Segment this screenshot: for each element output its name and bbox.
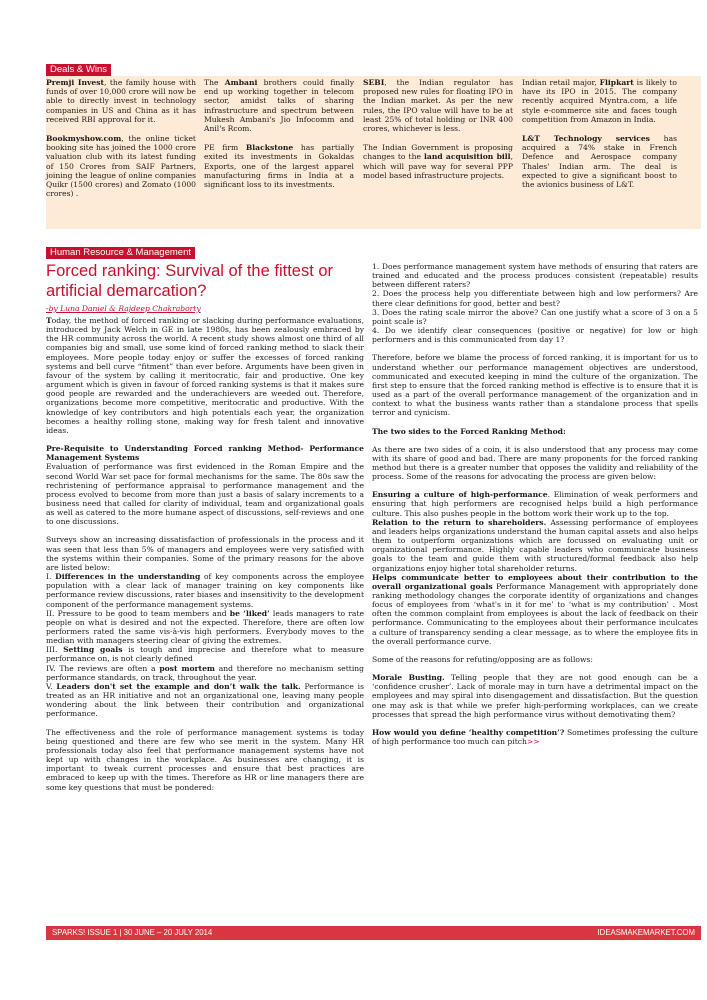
deal-item: SEBI, the Indian regulator has proposed new rules for floating IPO in the Indian market. As per the new rules, the IPO value will have to be at least 25% of total holding or INR 400 crores, whichever is less. (363, 78, 513, 134)
deals-column-3 (363, 78, 513, 190)
deal-item: L&T Technology services has acquired a 74% stake in French Defence and Aerospace company Thales' Indian arm. The deal is expected to give a significant boost to the avionics business of L&T. (522, 134, 677, 190)
section-label-hr: Human Resource & Management (46, 247, 195, 259)
deals-column-2 (204, 78, 354, 199)
footer-issue: SPARKS! ISSUE 1 | 30 JUNE – 20 JULY 2014 (52, 928, 213, 937)
con-item: How would you define ‘healthy competition’? Sometimes professing the culture of high performance too much can pitch>> (372, 727, 698, 747)
reason-item: I. Differences in the understanding of key components across the employee population with a clear lack of manager training on key components like performance review discussions, rater biases and insensitivity to the development component of the performance management systems. (46, 572, 365, 609)
continue-link[interactable]: >> (526, 737, 540, 747)
footer-website-link[interactable]: IDEASMAKEMARKET.COM (597, 928, 695, 937)
deal-item: The Ambani brothers could finally end up working together in telecom sector, amidst talks of sharing infrastructure and spectrum between Mukesh Ambani's Jio Infocomm and Anil's Rcom. (204, 78, 354, 134)
paragraph: Evaluation of performance was first evidenced in the Roman Empire and the second World War set pace for formal mechanisms for the same. The 80s saw the rechristening of performance appraisal to performance management and the process evolved to become from more than just a basis of salary increments to a business need that called for clarity of individual, team and organizational goals as well as catered to the more humane aspect of discussions, self-reviews and one to one discussions. (46, 462, 364, 527)
section-label-deals: Deals & Wins (46, 64, 111, 76)
section-heading-two-sides: The two sides to the Forced Ranking Method: (372, 426, 566, 436)
pro-item: Helps communicate better to employees about their contribution to the overall organizational goals Performance Management with appropriately done ranking methodology changes the corporate identity of organizations and changes focus of employees from ‘what's in it for me’ to ‘what is my contribution’ . Most often the common complaint from employees is about the lack of feedback on their performance. Communicating to the employees about their performance inculcates a culture of transparency sending a clear message, as to where the employee fits in the overall performance curve. (372, 572, 698, 646)
deal-item: Indian retail major, Flipkart is likely to have its IPO in 2015. The company recently acquired Myntra.com, a life style e-commerce site and faces tough competition from Amazon in India. (522, 78, 677, 124)
deal-item: Premji Invest, the family house with funds of over 10,000 crore will now be able to directly invest in technology companies in US and China as it has received RBI approval for it. (46, 78, 196, 124)
article-byline: -by Luna Daniel & Rajdeep Chakraborty (46, 304, 201, 313)
paragraph: As there are two sides of a coin, it is also understood that any process may come with its share of good and bad. There are many proponents for the forced ranking method but there is a greater number that opposes the validity and reliability of the process. Some of the reasons for advocating the process are given below: (372, 444, 698, 482)
pro-item: Relation to the return to shareholders. Assessing performance of employees and leaders helps organizations understand the human capital assets and also helps them to outperform organizations which are focussed on evaluating unit or organizational performance. Highly capable leaders who communicate business goals to the team and guide them with structured/formal feedback also help organizations enjoy higher total shareholder returns. (372, 517, 698, 573)
paragraph: The effectiveness and the role of performance management systems is today being questioned and there are few who see merit in the system. Many HR professionals today also feel that performance management systems have not kept up with changes in the workplace. As businesses are changing, it is important to tweak current processes and ensure that best practices are embraced to keep up with the times. Therefore as HR or line managers there are some key questions that must be pondered: (46, 727, 364, 792)
question-item: 1. Does performance management system have methods of ensuring that raters are trained and educated and the process produces consistent (repeatable) results between different raters? (372, 262, 698, 290)
section-heading-prereq: Pre-Requisite to Understanding Forced ranking Method- Performance Management Systems (46, 444, 364, 463)
question-item: 4. Do we identify clear consequences (positive or negative) for low or high performers and is this communicated from day 1? (372, 326, 698, 345)
deals-column-1 (46, 78, 196, 208)
article-title: Forced ranking: Survival of the fittest or artificial demarcation? (46, 262, 334, 300)
article-column-right (372, 262, 698, 755)
page-footer (46, 926, 701, 940)
intro-paragraph: Today, the method of forced ranking or slacking during performance evaluations, introduced by Jack Welch in GE in late 1980s, has been zealously embraced by the HR community across the world. A recent study shows almost one third of all companies big and small, use some kind of forced ranking method to slack their employees. More people today enjoy or suffer the excesses of forced ranking systems and bell curve “fitment” than ever before. Arguments have been given in favour of the system by calling it meritocratic, fair and productive. One key argument which is given in favour of forced ranking systems is that it makes sure good people are rewarded and the underachievers are weeded out. Therefore, organizations become more competitive, meritocratic and productive. With the knowledge of key contributors and high potentials each year, the organization becomes a healthy rolling stone, making way for fresh talent and innovative ideas. (46, 316, 364, 435)
pro-item: Ensuring a culture of high-performance. Elimination of weak performers and ensuring that high performers are recognised helps build a high performance culture. This also pushes people in the bottom work their work up to the top. (372, 490, 698, 518)
deal-item: Bookmyshow.com, the online ticket booking site has joined the 1000 crore valuation club with its latest funding of 150 Crores from SAIF Partners, joining the league of online companies Quikr (1500 crores) and Zomato (1000 crores) . (46, 134, 196, 199)
paragraph: Therefore, before we blame the process of forced ranking, it is important for us to understand whether our performance management objectives are understood, communicated and executed keeping in mind the culture of the organization. The first step to ensure that the forced ranking method is effective is to ensure that it is used as a part of the overall performance management of the organization and in context to what the business wants rather than a standalone process that spells terror and cynicism. (372, 353, 698, 418)
article-column-left (46, 316, 364, 801)
question-item: 3. Does the rating scale mirror the above? Can one justify what a score of 3 on a 5 point scale is? (372, 307, 698, 326)
deal-item: The Indian Government is proposing changes to the land acquisition bill, which will pave way for several PPP model based infrastructure projects. (363, 143, 513, 180)
con-item: Morale Busting. Telling people that they are not good enough can be a ‘confidence crusher’. Lack of morale may in turn have a detrimental impact on the employees and may spiral into disengagement and dissatisfaction. But the question one may ask is that while we prefer high-performing workplaces, can we create processes that spread the high performance virus without demotivating them? (372, 673, 699, 719)
paragraph: Surveys show an increasing dissatisfaction of professionals in the process and it was seen that less than 5% of managers and employees were very satisfied with the systems within their companies. Some of the primary reasons for the above are listed below: (46, 535, 364, 572)
deals-column-4 (522, 78, 677, 199)
deals-panel (46, 76, 701, 229)
reason-item: III. Setting goals is tough and imprecise and therefore what to measure performance on, is not clearly defined (46, 645, 364, 664)
reason-item: V. Leaders don't set the example and don’t walk the talk. Performance is treated as an HR initiative and not an organizational one, leaving many people wondering about the link between their contribution and organizational performance. (46, 681, 364, 719)
paragraph: Some of the reasons for refuting/opposing are as follows: (372, 654, 593, 664)
reason-item: II. Pressure to be good to team members and be ‘liked’ leads managers to rate people on what is desired and not the expected. Therefore, there are often low performers rated the same vis-à-vis high performers. Everybody moves to the median with managers steering clear of giving the extremes. (46, 608, 364, 646)
reason-item: IV. The reviews are often a post mortem and therefore no mechanism setting performance standards, on track, throughout the year. (46, 663, 364, 682)
deal-item: PE firm Blackstone has partially exited its investments in Gokaldas Exports, one of the largest apparel manufacturing firms in India at a significant loss to its investments. (204, 143, 354, 190)
question-item: 2. Does the process help you differentiate between high and low performers? Are there clear definitions for good, better and best? (372, 289, 698, 308)
